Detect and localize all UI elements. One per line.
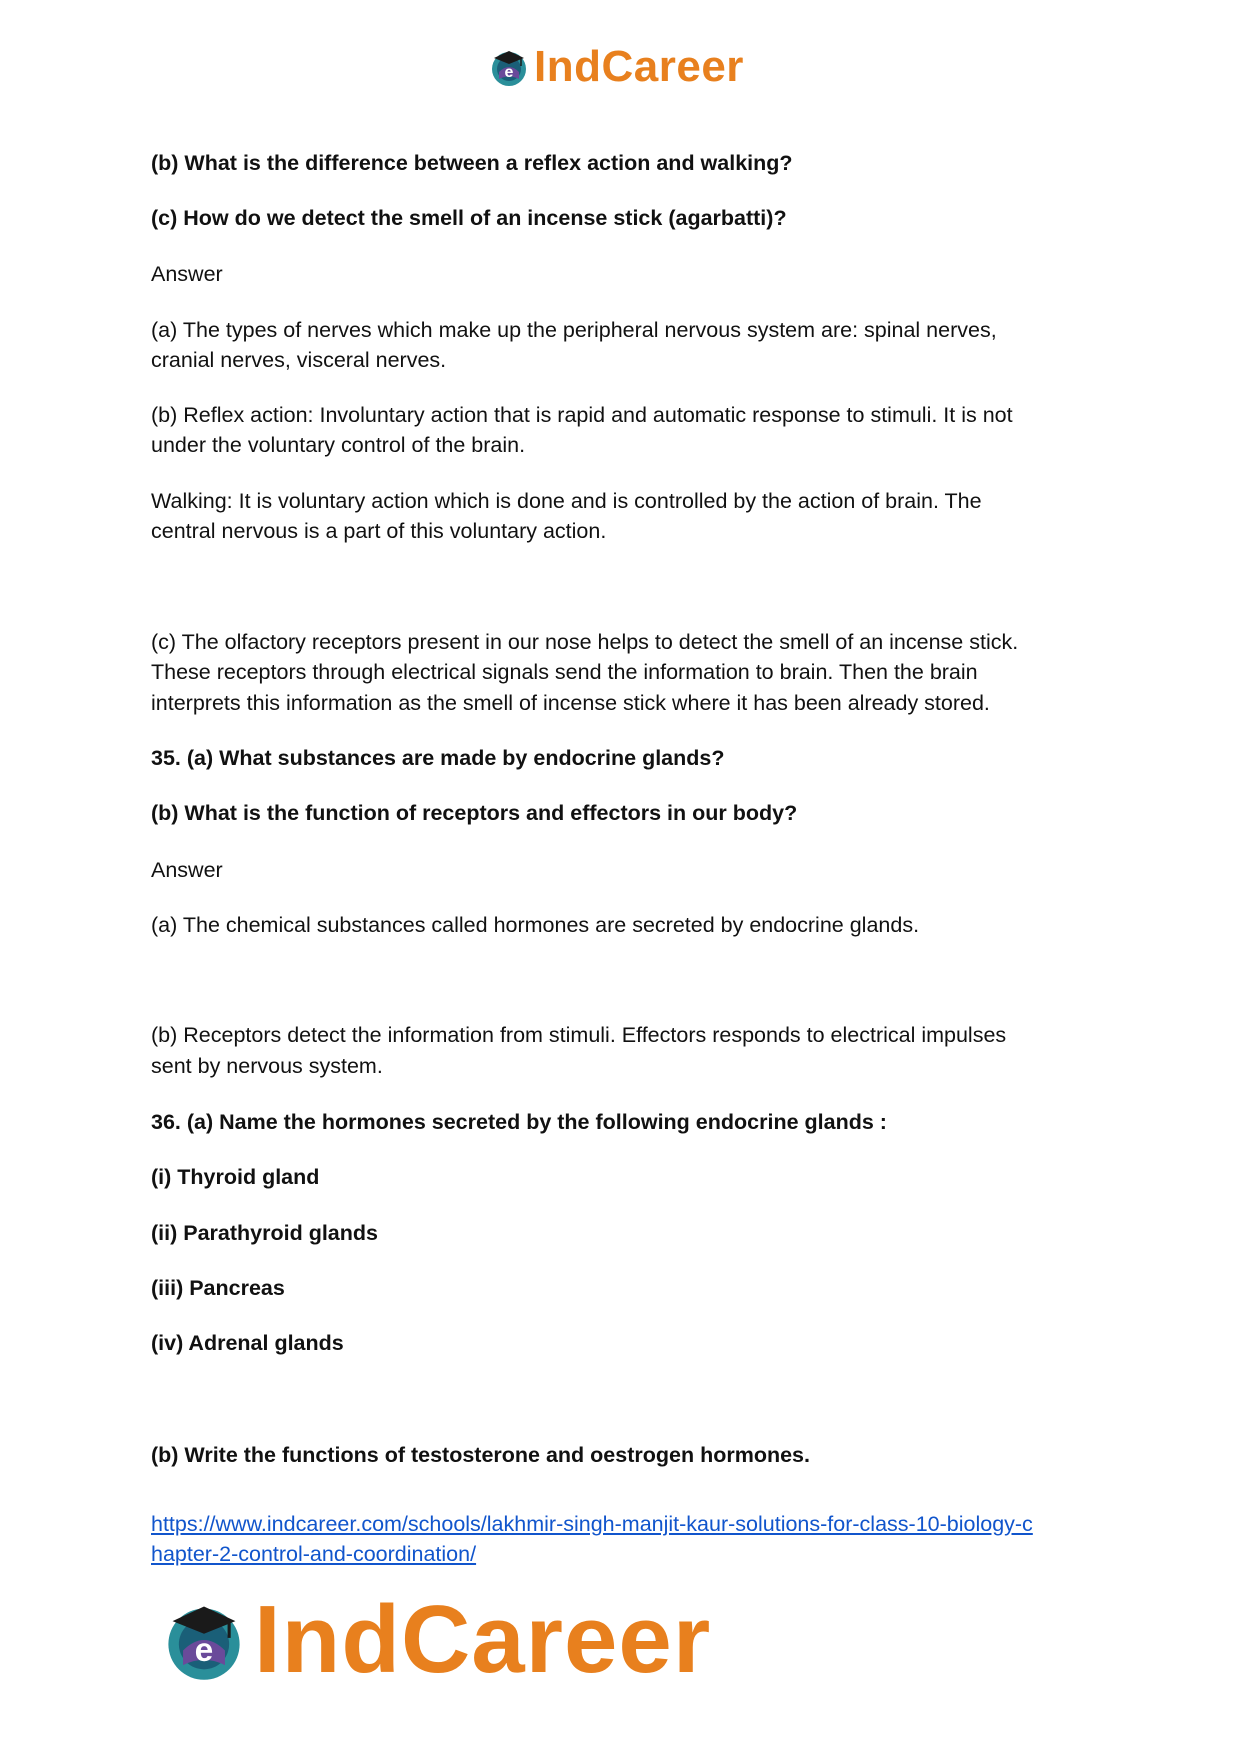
question-text: (b) What is the function of receptors and effectors in our body? [151,801,798,825]
footer-logo [160,1585,711,1695]
question-text: (c) How do we detect the smell of an incense stick (agarbatti)? [151,206,787,230]
source-link[interactable]: https://www.indcareer.com/schools/lakhmir-singh-manjit-kaur-solutions-for-class-10-biology-c [151,1512,1033,1536]
answer-text: (a) The chemical substances called hormones are secreted by endocrine glands. [151,913,920,937]
brand-name: IndCareer [254,1586,712,1693]
svg-text:e: e [194,1631,214,1669]
answer-text: (a) The types of nerves which make up the peripheral nervous system are: spinal nerves, [151,318,997,342]
list-item: (i) Thyroid gland [151,1165,320,1189]
answer-text: interprets this information as the smell of incense stick where it has been already stored. [151,691,990,715]
answer-text: (b) Receptors detect the information from stimuli. Effectors responds to electrical impulses [151,1023,1007,1047]
svg-text:e: e [504,64,514,81]
question-text: (b) What is the difference between a reflex action and walking? [151,151,793,175]
answer-text: cranial nerves, visceral nerves. [151,348,447,372]
answer-heading: Answer [151,858,223,882]
answer-text: sent by nervous system. [151,1054,383,1078]
answer-text: under the voluntary control of the brain. [151,433,526,457]
answer-heading: Answer [151,262,223,286]
answer-text: Walking: It is voluntary action which is done and is controlled by the action of brain. The [151,489,982,513]
graduation-globe-icon [160,1596,248,1684]
source-link[interactable]: hapter-2-control-and-coordination/ [151,1542,477,1566]
answer-text: These receptors through electrical signals send the information to brain. Then the brain [151,660,978,684]
question-text: (b) Write the functions of testosterone and oestrogen hormones. [151,1443,810,1467]
graduation-globe-icon [488,46,530,88]
question-text: 36. (a) Name the hormones secreted by the following endocrine glands : [151,1110,887,1134]
question-text: 35. (a) What substances are made by endocrine glands? [151,746,725,770]
list-item: (ii) Parathyroid glands [151,1221,378,1245]
header-logo [488,42,744,92]
list-item: (iv) Adrenal glands [151,1331,344,1355]
list-item: (iii) Pancreas [151,1276,285,1300]
answer-text: (c) The olfactory receptors present in our nose helps to detect the smell of an incense stick. [151,630,1019,654]
brand-name: IndCareer [534,42,744,91]
answer-text: (b) Reflex action: Involuntary action that is rapid and automatic response to stimuli. It is not [151,403,1013,427]
answer-text: central nervous is a part of this voluntary action. [151,519,607,543]
